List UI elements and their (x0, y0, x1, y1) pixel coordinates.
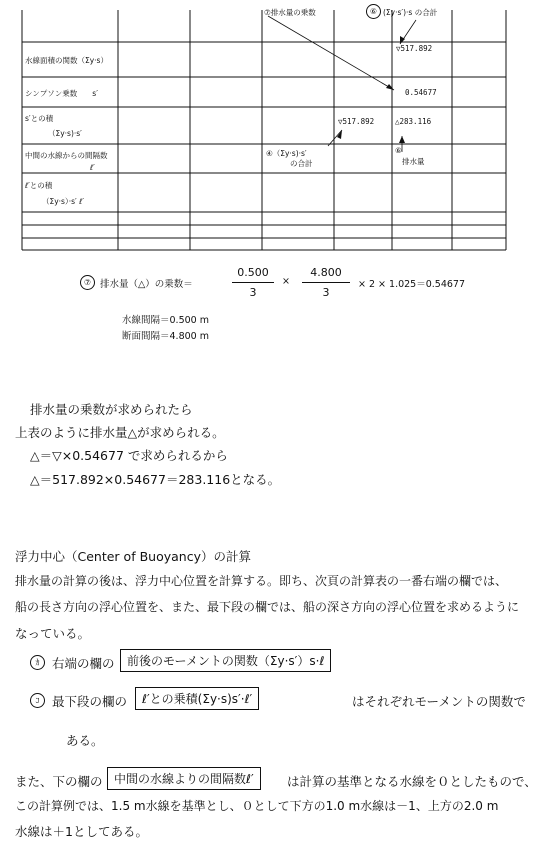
item1-box: 前後のモーメントの関数（Σy·s′）s·ℓ (120, 649, 331, 672)
item1-prefix: 右端の欄の (52, 656, 115, 671)
body-line-8-prefix: また、下の欄の (15, 774, 103, 789)
circle-marker-ka: ｶ (30, 655, 45, 670)
body-line-5: 排水量の計算の後は、浮力中心位置を計算する。即ち、次頁の計算表の一番右端の欄では、 (15, 574, 508, 588)
interval-box: 中間の水線よりの間隔数ℓ′ (107, 767, 261, 790)
body-line-3: △＝▽×0.54677 で求められるから (30, 448, 228, 463)
row-label-s-product: s′との積 (25, 114, 54, 123)
item2-continuation: ある。 (66, 733, 104, 748)
value-displacement: △283.116 (395, 117, 432, 126)
row-label-l-product: ℓ′との積 (25, 181, 53, 190)
body-line-6: 船の長さ方向の浮心位置を、また、最下段の欄では、船の深さ方向の浮心位置を求めるように (15, 600, 520, 614)
value-multiplier: 0.54677 (405, 88, 437, 97)
row-label-simpson: シンプソン乗数 s′ (25, 89, 98, 98)
body-line-1: 排水量の乗数が求められたら (30, 402, 193, 417)
row-label-l: ℓ′ (90, 163, 95, 172)
fraction-1 (232, 266, 274, 299)
fraction-2-denominator: 3 (322, 286, 330, 299)
times-sign: × (282, 276, 290, 287)
formula-tail: × 2 × 1.025＝0.54677 (358, 279, 466, 290)
section-heading: 浮力中心（Center of Buoyancy）の計算 (15, 549, 251, 564)
body-line-7: なっている。 (15, 626, 91, 641)
row-label-s-product-sub: （Σy·s)·s′ (48, 129, 82, 138)
note-section-interval: 断面間隔＝4.800 m (122, 331, 209, 342)
item2-box: ℓ′との乗積(Σy·s)s′·ℓ′ (135, 687, 259, 710)
row-label-l-product-sub: （Σy·s）·s′ ℓ′ (42, 197, 84, 206)
value-517-mid: ▽517.892 (338, 117, 375, 126)
row-label-waterplane: 水線面積の関数（Σy·s） (25, 56, 108, 65)
annotation-sum-4: ④（Σy·s)·s′ (266, 149, 307, 158)
formula-label: 排水量（△）の乗数＝ (100, 279, 193, 290)
annotation-displacement: 排水量 (402, 157, 425, 166)
fraction-1-denominator: 3 (249, 286, 257, 299)
circle-marker-6: ⑥ (366, 4, 381, 19)
body-line-10: 水線は＋1としてある。 (15, 824, 148, 839)
body-line-4: △＝517.892×0.54677＝283.116となる。 (30, 472, 281, 487)
annotation-disp-multiplier: ⑦排水量の乗数 (264, 8, 316, 17)
body-line-2: 上表のように排水量△が求められる。 (15, 425, 225, 440)
item2-prefix: 最下段の欄の (52, 694, 128, 709)
body-line-9: この計算例では、1.5 m水線を基準とし、０として下方の1.0 m水線は－1、上方の2.0 m (15, 799, 499, 813)
fraction-2 (302, 266, 350, 299)
row-label-interval: 中間の水線からの間隔数 (25, 151, 108, 160)
circle-marker-displacement: ⑥ (395, 146, 402, 155)
value-517-right: ▽517.892 (396, 44, 433, 53)
item2-suffix: はそれぞれモーメントの関数で (352, 694, 526, 709)
annotation-sum-label: (Σy·s′)·s の合計 (383, 8, 438, 17)
circle-marker-7: ⑦ (80, 275, 95, 290)
body-line-8-suffix: は計算の基準となる水線を０としたもので、 (287, 774, 537, 789)
circle-marker-ko: ｺ (30, 693, 45, 708)
annotation-sum-4-sub: の合計 (290, 159, 313, 168)
note-waterline-interval: 水線間隔＝0.500 m (122, 315, 209, 326)
fraction-1-numerator: 0.500 (237, 266, 269, 279)
fraction-2-numerator: 4.800 (310, 266, 342, 279)
